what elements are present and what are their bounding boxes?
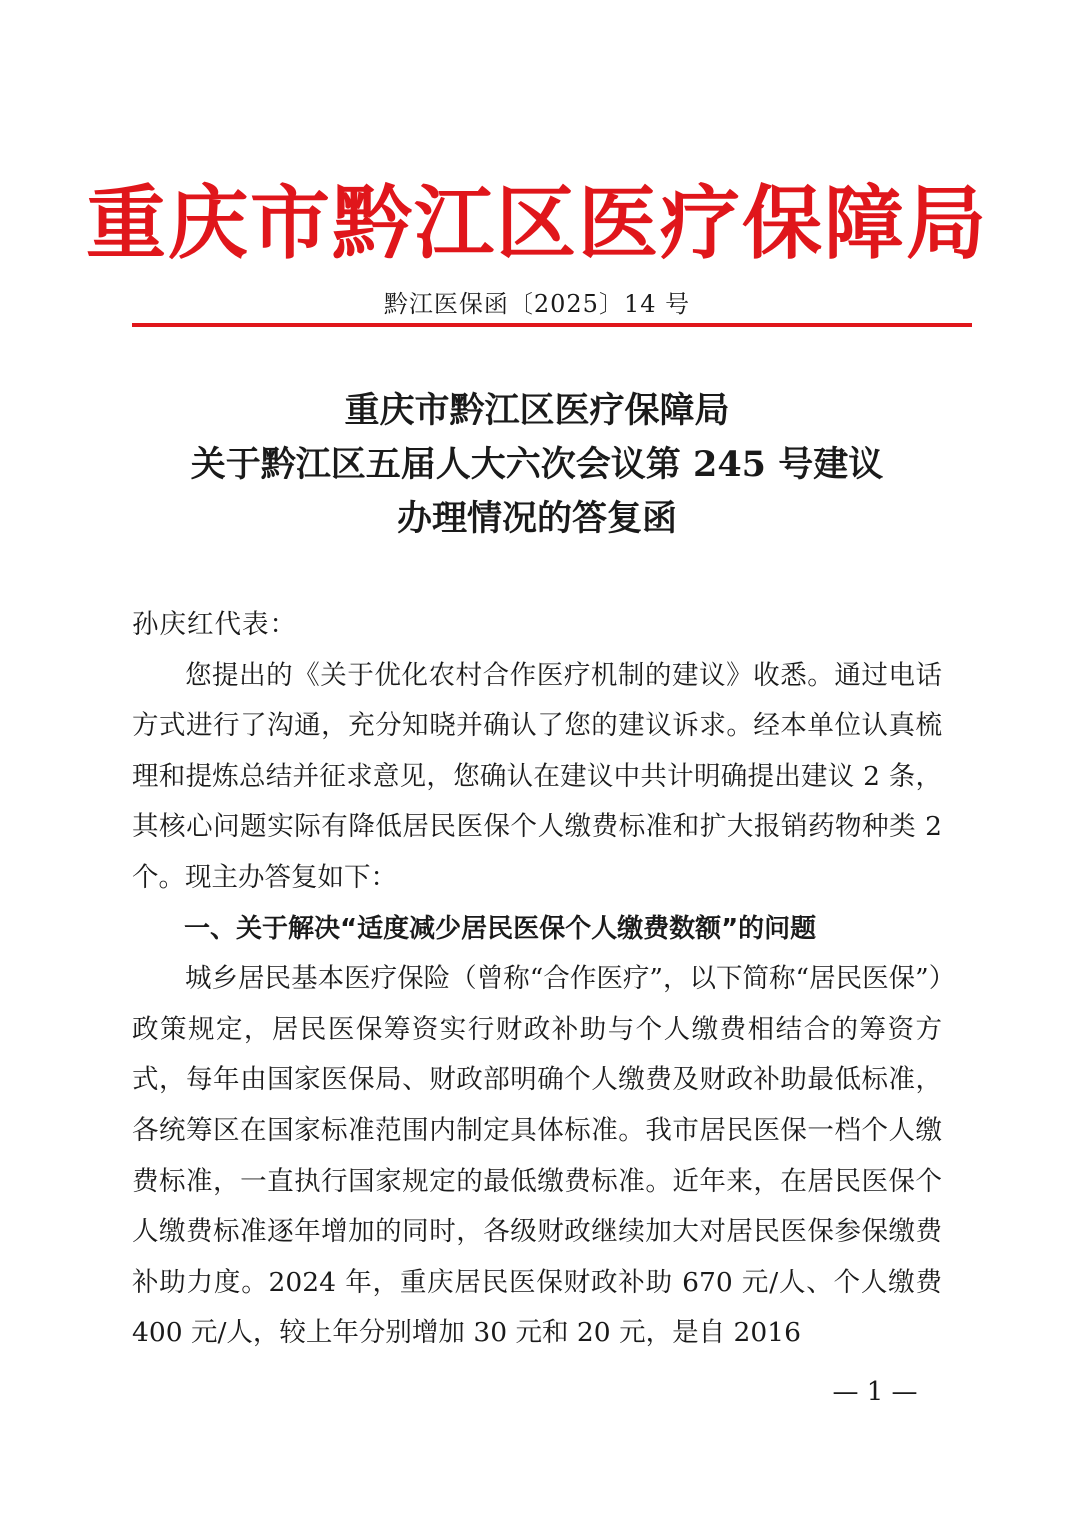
organization-header: 重庆市黔江区医疗保障局 — [86, 176, 988, 270]
page-number: — 1 — — [832, 1377, 918, 1407]
document-number: 黔江医保函〔2025〕14 号 — [383, 290, 691, 318]
section-heading-1: 一、关于解决“适度减少居民医保个人缴费数额”的问题 — [184, 913, 817, 944]
letter-body — [132, 600, 942, 1359]
paragraph-intro: 您提出的《关于优化农村合作医疗机制的建议》收悉。通过电话方式进行了沟通，充分知晓并确认了您的建议诉求。经本单位认真梳理和提炼总结并征求意见，您确认在建议中共计明确提出建议 2 条，其核心问题实际有降低居民医保个人缴费标准和扩大报销药物种类 2 个。现主办答复如下： — [132, 659, 942, 893]
title-line-2: 关于黔江区五届人大六次会议第 245 号建议 — [190, 444, 884, 485]
title-line-1: 重庆市黔江区医疗保障局 — [344, 390, 730, 431]
red-divider-line — [132, 323, 972, 327]
paragraph-policy: 城乡居民基本医疗保险（曾称“合作医疗”，以下简称“居民医保”）政策规定，居民医保筹资实行财政补助与个人缴费相结合的筹资方式，每年由国家医保局、财政部明确个人缴费及财政补助最低标准，各统筹区在国家标准范围内制定具体标准。我市居民医保一档个人缴费标准，一直执行国家规定的最低缴费标准。近年来，在居民医保个人缴费标准逐年增加的同时，各级财政继续加大对居民医保参保缴费补助力度。2024 年，重庆居民医保财政补助 670 元/人、个人缴费 400 元/人，较上年分别增加 30 元和 20 元，是自 2016 — [132, 963, 942, 1349]
title-line-3: 办理情况的答复函 — [396, 498, 677, 539]
salutation: 孙庆红代表： — [132, 609, 297, 640]
document-title — [0, 384, 1074, 546]
